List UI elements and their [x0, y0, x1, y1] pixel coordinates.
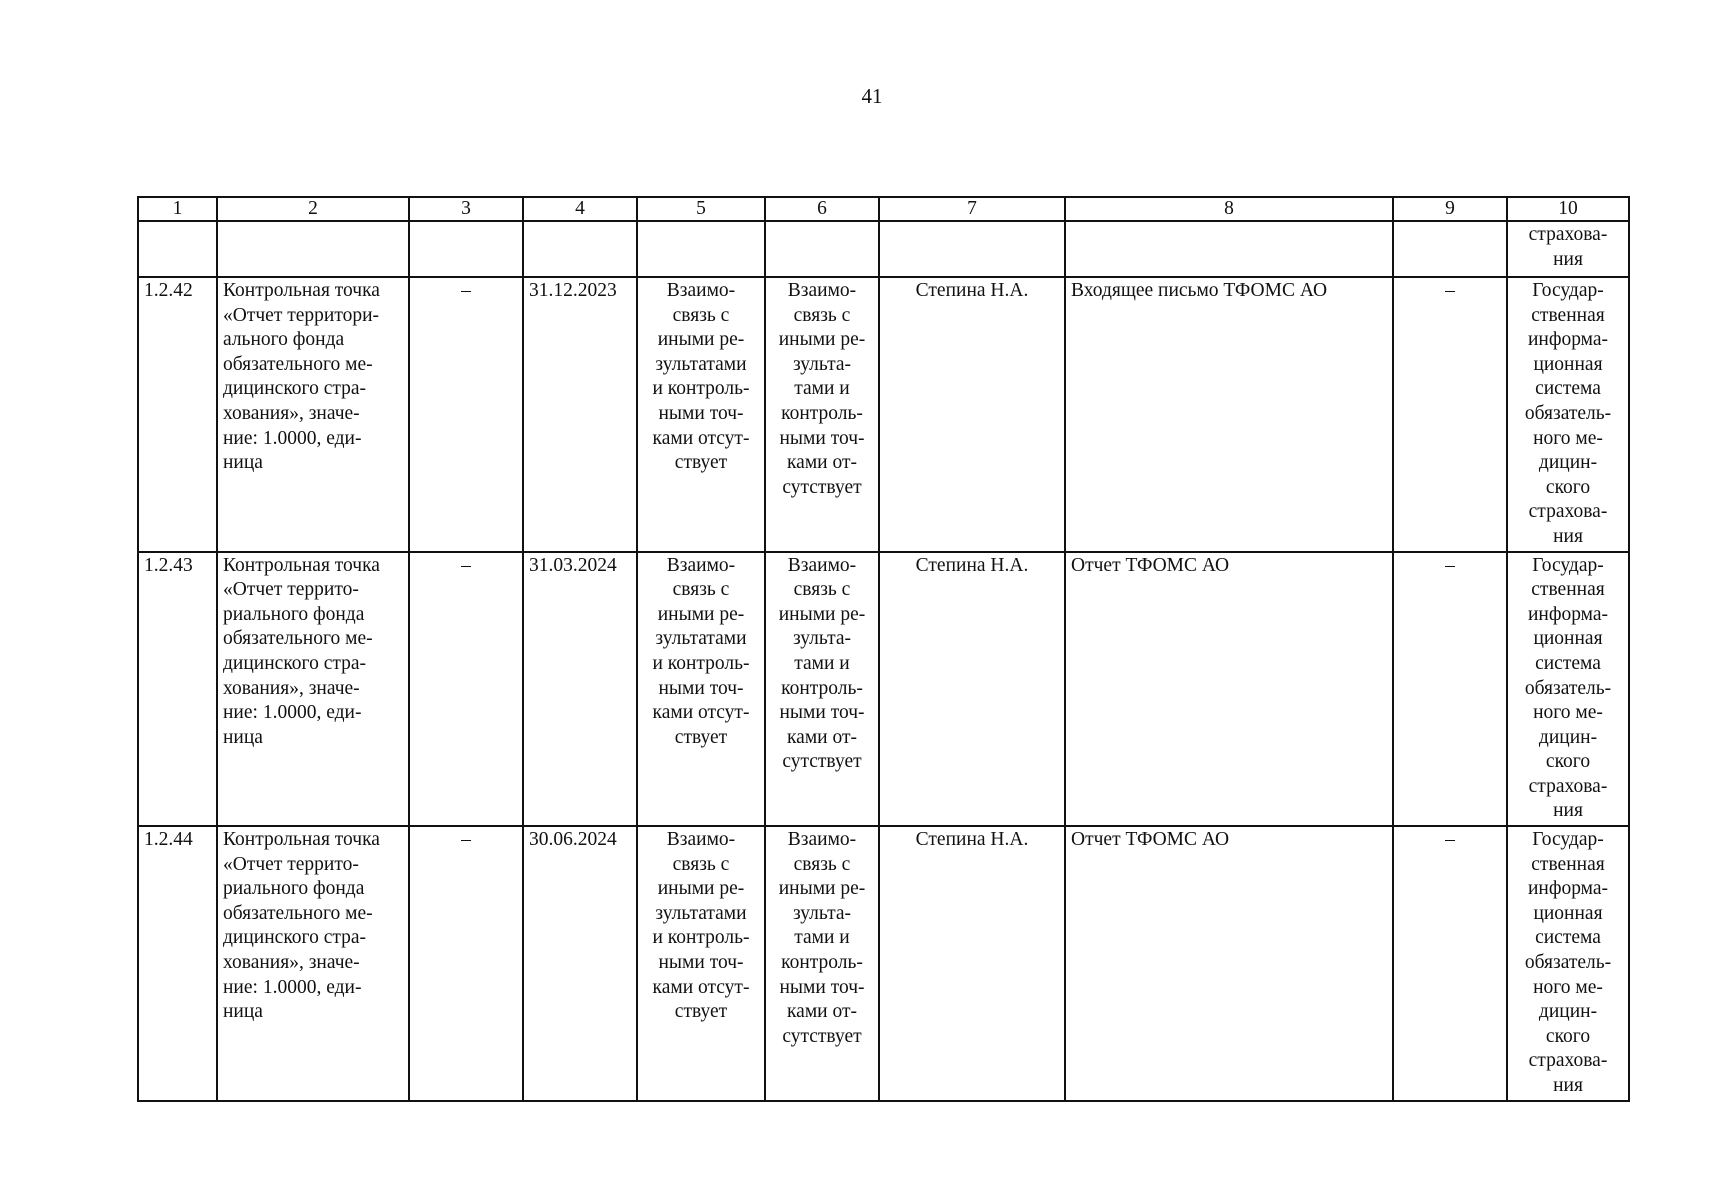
relation-cell: Взаимо- связь с иными ре- зультатами и контроль- ными точ- ками отсут- ствует [637, 277, 765, 552]
responsible-person: Степина Н.А. [879, 826, 1065, 1101]
header-row [138, 197, 1629, 221]
table-cell [217, 221, 409, 277]
table-row [138, 277, 1629, 552]
column-header: 3 [409, 197, 523, 221]
column-header: 6 [765, 197, 879, 221]
table-row [138, 826, 1629, 1101]
relation-cell: Взаимо- связь с иными ре- зульта- тами и контроль- ными точ- ками от- сутствует [765, 277, 879, 552]
table-cell: – [409, 552, 523, 827]
column-header: 2 [217, 197, 409, 221]
relation-cell: Взаимо- связь с иными ре- зультатами и контроль- ными точ- ками отсут- ствует [637, 552, 765, 827]
control-points-table [137, 196, 1630, 1102]
document-type: Отчет ТФОМС АО [1065, 826, 1393, 1101]
continuation-row [138, 221, 1629, 277]
responsible-person: Степина Н.А. [879, 277, 1065, 552]
column-header: 9 [1393, 197, 1507, 221]
table-cell: – [409, 277, 523, 552]
row-number: 1.2.44 [138, 826, 217, 1101]
column-header: 10 [1507, 197, 1629, 221]
column-header: 5 [637, 197, 765, 221]
column-header: 1 [138, 197, 217, 221]
table-cell: – [1393, 826, 1507, 1101]
control-point-name: Контрольная точка «Отчет террито- риального фонда обязательного ме- дицинского стра- хования», значе- ние: 1.0000, еди- ница [217, 826, 409, 1101]
table-cell [1065, 221, 1393, 277]
due-date: 31.03.2024 [523, 552, 637, 827]
control-point-name: Контрольная точка «Отчет территори- ального фонда обязательного ме- дицинского стра- хования», значе- ние: 1.0000, еди- ница [217, 277, 409, 552]
column-header: 8 [1065, 197, 1393, 221]
relation-cell: Взаимо- связь с иными ре- зультатами и контроль- ными точ- ками отсут- ствует [637, 826, 765, 1101]
table-cell: – [409, 826, 523, 1101]
page-number: 41 [861, 84, 883, 108]
table-cell [765, 221, 879, 277]
system-cell: Государ- ственная информа- ционная система обязатель- ного ме- дицин- ского страхова- ния [1507, 826, 1629, 1101]
table-cell [637, 221, 765, 277]
column-header: 4 [523, 197, 637, 221]
due-date: 30.06.2024 [523, 826, 637, 1101]
table-cell [1393, 221, 1507, 277]
table-cell [523, 221, 637, 277]
table-cell: – [1393, 277, 1507, 552]
control-point-name: Контрольная точка «Отчет террито- риального фонда обязательного ме- дицинского стра- хования», значе- ние: 1.0000, еди- ница [217, 552, 409, 827]
row-number: 1.2.43 [138, 552, 217, 827]
table-cell [879, 221, 1065, 277]
document-type: Отчет ТФОМС АО [1065, 552, 1393, 827]
table-row [138, 552, 1629, 827]
table-cell: – [1393, 552, 1507, 827]
table-cell [409, 221, 523, 277]
relation-cell: Взаимо- связь с иными ре- зульта- тами и контроль- ными точ- ками от- сутствует [765, 826, 879, 1101]
responsible-person: Степина Н.А. [879, 552, 1065, 827]
column-header: 7 [879, 197, 1065, 221]
system-cell: Государ- ственная информа- ционная система обязатель- ного ме- дицин- ского страхова- ния [1507, 552, 1629, 827]
system-cell: Государ- ственная информа- ционная система обязатель- ного ме- дицин- ского страхова- ния [1507, 277, 1629, 552]
relation-cell: Взаимо- связь с иными ре- зульта- тами и контроль- ными точ- ками от- сутствует [765, 552, 879, 827]
row-number: 1.2.42 [138, 277, 217, 552]
document-type: Входящее письмо ТФОМС АО [1065, 277, 1393, 552]
due-date: 31.12.2023 [523, 277, 637, 552]
table-cell [138, 221, 217, 277]
system-cell: страхова- ния [1507, 221, 1629, 277]
